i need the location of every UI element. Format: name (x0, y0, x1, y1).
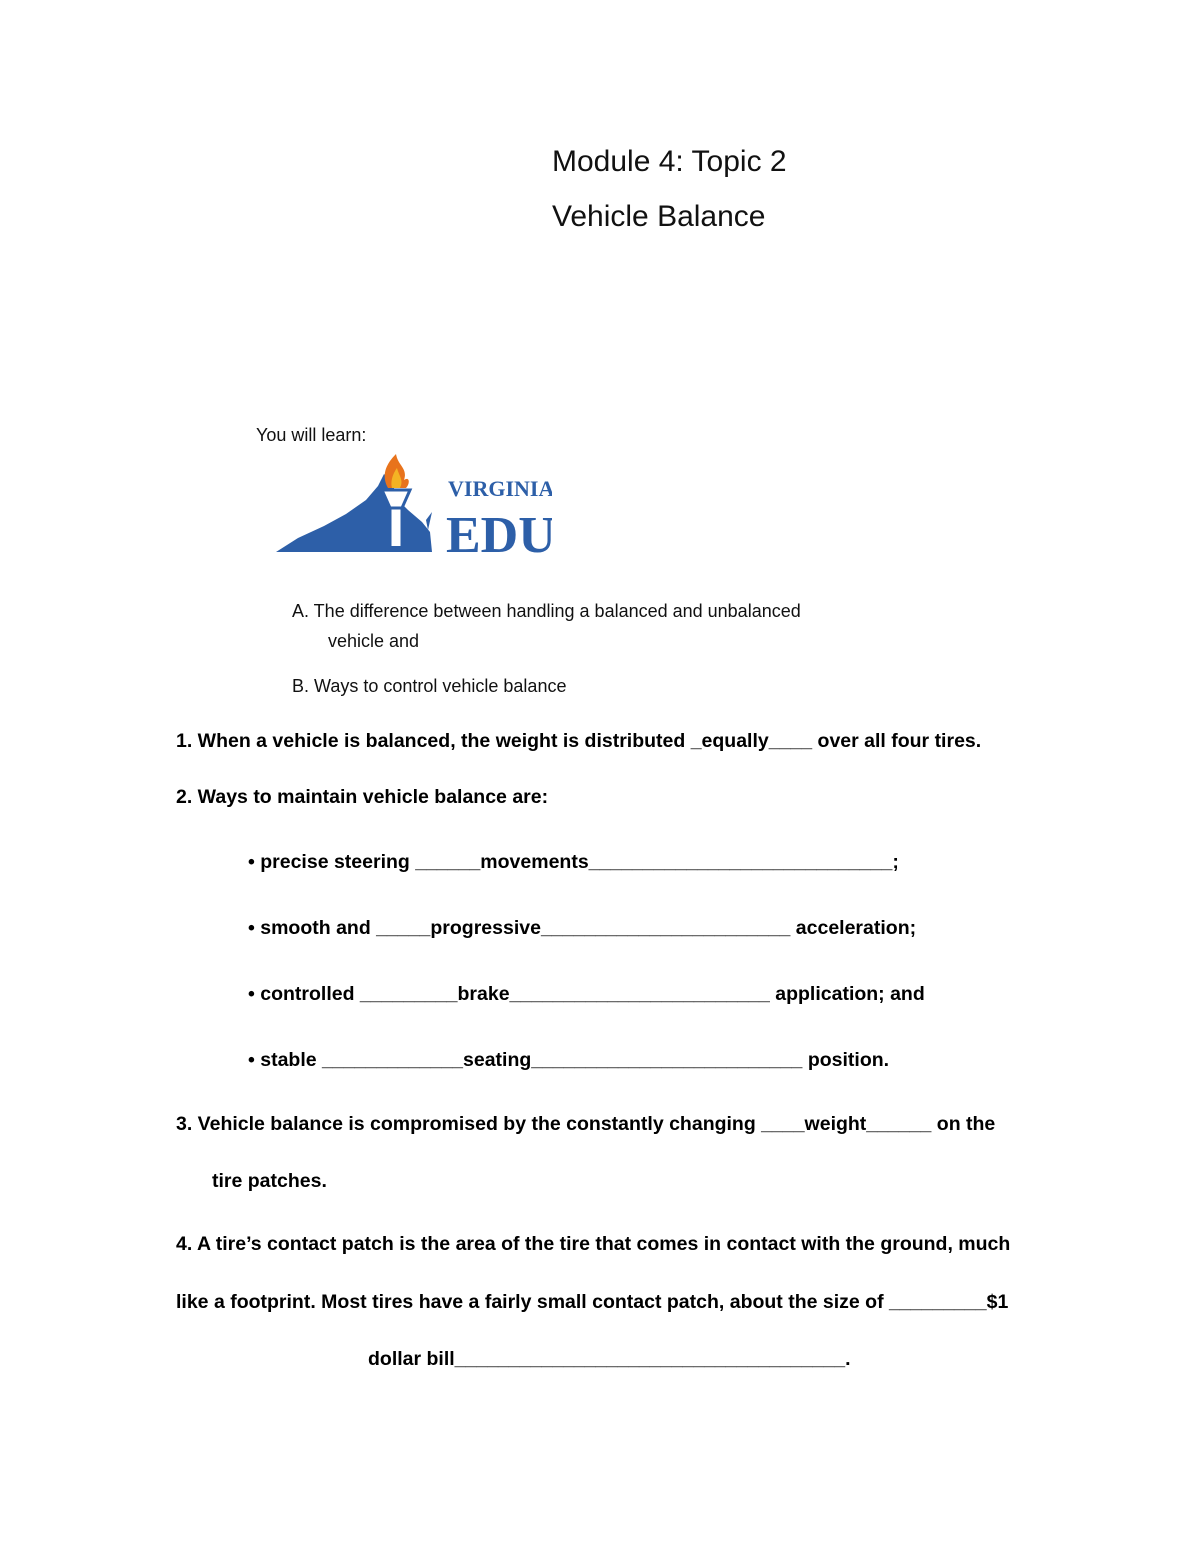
question-4-line-3: dollar bill____________________________________. (368, 1348, 851, 1370)
question-2: 2. Ways to maintain vehicle balance are: (176, 786, 549, 808)
bullet-item: • controlled _________brake________________________ application; and (248, 983, 925, 1005)
bullet-item: • smooth and _____progressive_______________________ acceleration; (248, 917, 917, 939)
bullet-item: • precise steering ______movements____________________________; (248, 851, 899, 873)
question-4: 4. A tire’s contact patch is the area of the tire that comes in contact with the ground, much (176, 1233, 1011, 1255)
objective-a: A. The difference between handling a balanced and unbalanced (292, 601, 801, 621)
logo-image (276, 452, 552, 557)
question-4-line-2: like a footprint. Most tires have a fairly small contact patch, about the size of _________$1 (176, 1291, 1009, 1313)
bullet-item: • stable _____________seating_________________________ position. (248, 1049, 890, 1071)
logo-text-top: VIRGINIA (448, 476, 552, 501)
page-title: Vehicle Balance (552, 200, 766, 233)
module-heading: Module 4: Topic 2 (552, 145, 787, 178)
question-1: 1. When a vehicle is balanced, the weight is distributed _equally____ over all four tires. (176, 730, 982, 752)
virginia-education-logo (276, 452, 552, 557)
objective-b: B. Ways to control vehicle balance (292, 676, 567, 696)
objective-a-continued: vehicle and (328, 631, 420, 651)
learn-label: You will learn: (256, 425, 367, 445)
question-3: 3. Vehicle balance is compromised by the constantly changing ____weight______ on the (176, 1113, 996, 1135)
logo-text-bottom: EDU (446, 507, 552, 557)
question-3-continued: tire patches. (212, 1170, 327, 1192)
